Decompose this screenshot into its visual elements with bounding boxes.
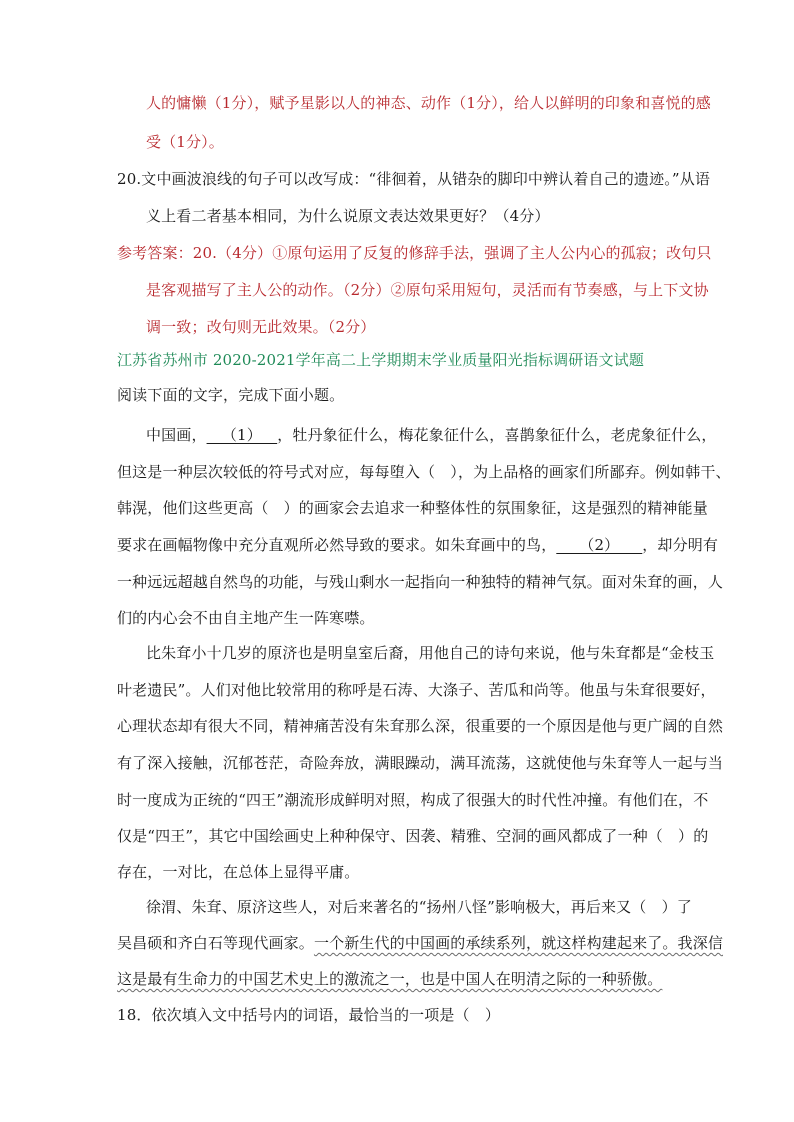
question18: 18．依次填入文中括号内的词语，最恰当的一项是（ ） (117, 1006, 500, 1024)
para2-line3: 心理状态却有很大不同，精神痛苦没有朱耷那么深，很重要的一个原因是他与更广阔的自然 (117, 717, 724, 735)
para1-text: ，牡丹象征什么，梅花象征什么，喜鹊象征什么，老虎象征什么， (277, 426, 717, 444)
source-title: 江苏省苏州市 2020-2021学年高二上学期期末学业质量阳光指标调研语文试题 (117, 351, 645, 369)
para1-text: 要求在画幅物像中充分直观所必然导致的要求。如朱耷画中的鸟， (117, 536, 557, 554)
answer20-line2: 是客观描写了主人公的动作。（2分）②原句采用短句，灵活而有节奏感，与上下文协 (146, 281, 709, 299)
para2-line6: 仅是“四王”，其它中国绘画史上种种保守、因袭、精雅、空洞的画风都成了一种（ ）的 (117, 827, 709, 845)
answer20-line3: 调一致；改句则无此效果。（2分） (146, 318, 376, 336)
para3-text: 吴昌硕和齐白石等现代画家。 (117, 934, 314, 952)
answer20-line1: 参考答案：20.（4分）①原句运用了反复的修辞手法，强调了主人公内心的孤寂；改句只 (117, 244, 712, 262)
para1-line2: 但这是一种层次较低的符号式对应，每每堕入（ ），为上品格的画家们所鄙弃。例如韩干、 (117, 463, 731, 481)
para1-line4 (117, 535, 794, 555)
wavy-underlined-sentence: 一个新生代的中国画的承续系列，就这样构建起来了。我深信 (313, 934, 724, 952)
para3-line3 (117, 969, 794, 989)
para1-text: ，却分明有 (642, 536, 719, 554)
reading-instruction: 阅读下面的文字，完成下面小题。 (117, 386, 345, 404)
question20-line2: 义上看二者基本相同，为什么说原文表达效果更好？（4分） (146, 207, 550, 225)
para2-line7: 存在，一对比，在总体上显得平庸。 (117, 863, 360, 881)
para2-line4: 有了深入接触，沉郁苍茫，奇险奔放，满眼躁动，满耳流荡，这就使他与朱耷等人一起与当 (117, 754, 724, 772)
answer19-line2: 受（1分）。 (146, 133, 224, 151)
para1-line3: 韩滉，他们这些更高（ ）的画家会去追求一种整体性的氛围象征，这是强烈的精神能量 (117, 499, 708, 517)
blank-2: ___（2）___ (556, 536, 643, 554)
para3-line2 (117, 933, 794, 953)
para2-line2: 叶老遗民”。人们对他比较常用的称呼是石涛、大涤子、苦瓜和尚等。他虽与朱耷很要好， (117, 681, 716, 699)
para3-line1: 徐渭、朱耷、原济这些人，对后来著名的“扬州八怪”影响极大，再后来又（ ）了 (146, 898, 692, 916)
wavy-underlined-sentence: 这是最有生命力的中国艺术史上的激流之一，也是中国人在明清之际的一种骄傲。 (117, 970, 663, 988)
para1-line6: 们的内心会不由自主地产生一阵寒噤。 (117, 609, 375, 627)
para1-line1 (146, 425, 794, 445)
para2-line1: 比朱耷小十几岁的原济也是明皇室后裔，用他自己的诗句来说，他与朱耷都是“金枝玉 (146, 644, 715, 662)
blank-1: __（1）__ (206, 426, 278, 444)
question20-line1: 20.文中画波浪线的句子可以改写成：“徘徊着，从错杂的脚印中辨认着自己的遗迹。”从语 (117, 170, 710, 188)
para1-line5: 一种远远超越自然鸟的功能，与残山剩水一起指向一种独特的精神气氛。面对朱耷的画，人 (117, 573, 724, 591)
answer19-line1: 人的慵懒（1分），赋予星影以人的神态、动作（1分），给人以鲜明的印象和喜悦的感 (146, 94, 711, 112)
para1-text: 中国画， (146, 426, 207, 444)
para2-line5: 时一度成为正统的“四王”潮流形成鲜明对照，构成了很强大的时代性冲撞。有他们在，不 (117, 791, 709, 809)
